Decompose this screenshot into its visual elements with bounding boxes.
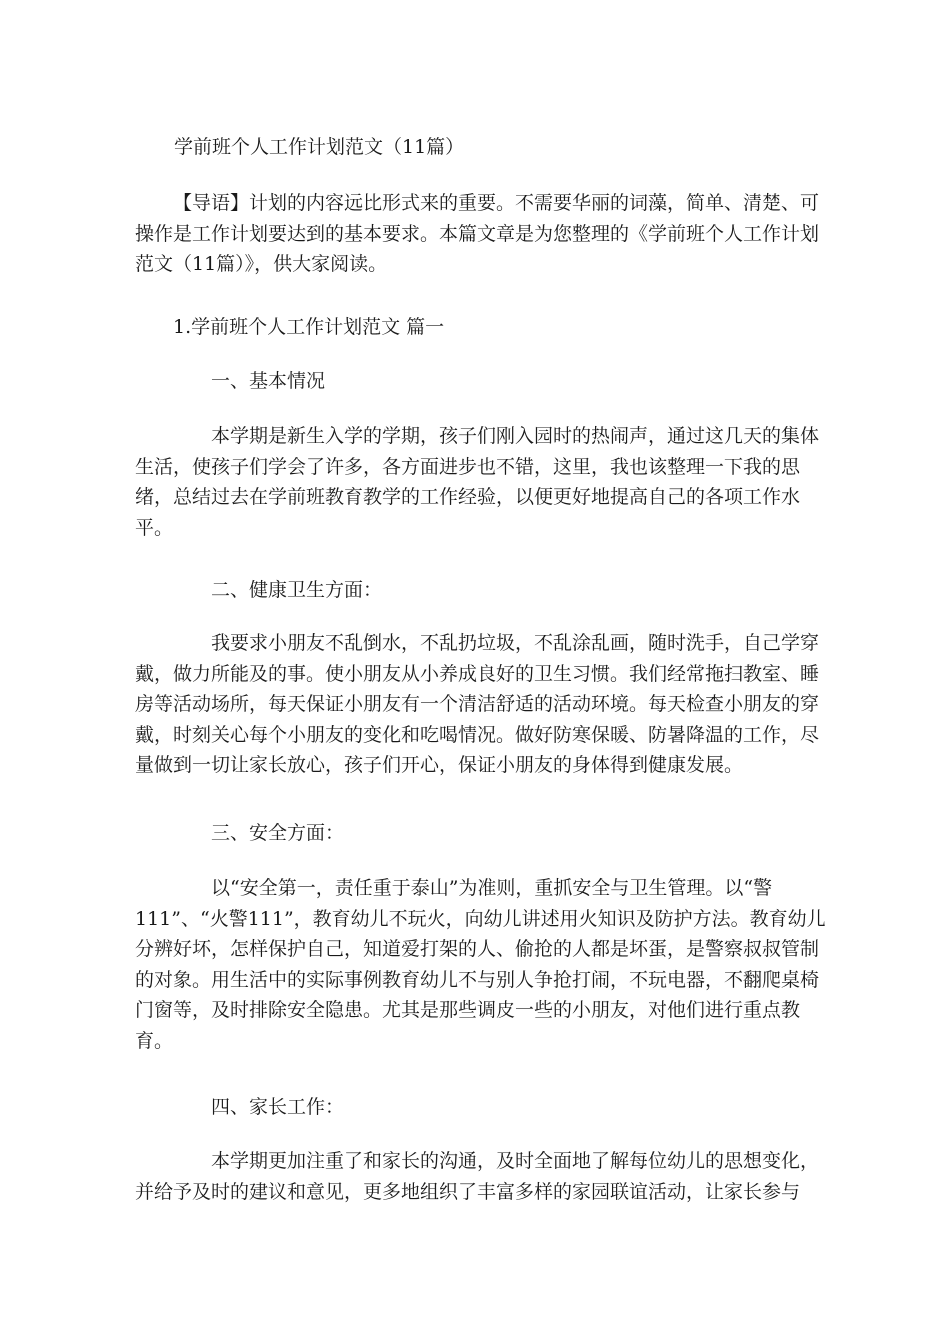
document-title: 学前班个人工作计划范文（11篇） xyxy=(174,136,465,158)
paragraph-parent-work: 本学期更加注重了和家长的沟通，及时全面地了解每位幼儿的思想变化，并给予及时的建议和意见，更多地组织了丰富多样的家园联谊活动，让家长参与 xyxy=(135,1150,820,1203)
heading-basic-situation: 一、基本情况 xyxy=(211,370,326,392)
paragraph-basic-situation: 本学期是新生入学的学期，孩子们刚入园时的热闹声，通过这几天的集体生活，使孩子们学会了许多，各方面进步也不错，这里，我也该整理一下我的思绪，总结过去在学前班教育教学的工作经验，以便更好地提高自己的各项工作水平。 xyxy=(135,425,820,539)
intro-paragraph: 【导语】计划的内容远比形式来的重要。不需要华丽的词藻，简单、清楚、可操作是工作计划要达到的基本要求。本篇文章是为您整理的《学前班个人工作计划范文（11篇）》，供大家阅读。 xyxy=(135,192,820,275)
heading-health-hygiene: 二、健康卫生方面： xyxy=(211,579,383,601)
heading-safety: 三、安全方面： xyxy=(211,822,345,844)
heading-parent-work: 四、家长工作： xyxy=(211,1096,345,1118)
section-title: 1.学前班个人工作计划范文 篇一 xyxy=(173,316,445,338)
paragraph-health-hygiene: 我要求小朋友不乱倒水，不乱扔垃圾，不乱涂乱画，随时洗手，自己学穿戴，做力所能及的事。使小朋友从小养成良好的卫生习惯。我们经常拖扫教室、睡房等活动场所，每天保证小朋友有一个清洁舒适的活动环境。每天检查小朋友的穿戴，时刻关心每个小朋友的变化和吃喝情况。做好防寒保暖、防暑降温的工作，尽量做到一切让家长放心，孩子们开心，保证小朋友的身体得到健康发展。 xyxy=(135,632,820,776)
paragraph-safety: 以“安全第一，责任重于泰山”为准则，重抓安全与卫生管理。以“警111”、“火警111”，教育幼儿不玩火，向幼儿讲述用火知识及防护方法。教育幼儿分辨好坏，怎样保护自己，知道爱打架的人、偷抢的人都是坏蛋，是警察叔叔管制的对象。用生活中的实际事例教育幼儿不与别人争抢打闹，不玩电器，不翻爬桌椅门窗等，及时排除安全隐患。尤其是那些调皮一些的小朋友，对他们进行重点教育。 xyxy=(135,877,826,1052)
